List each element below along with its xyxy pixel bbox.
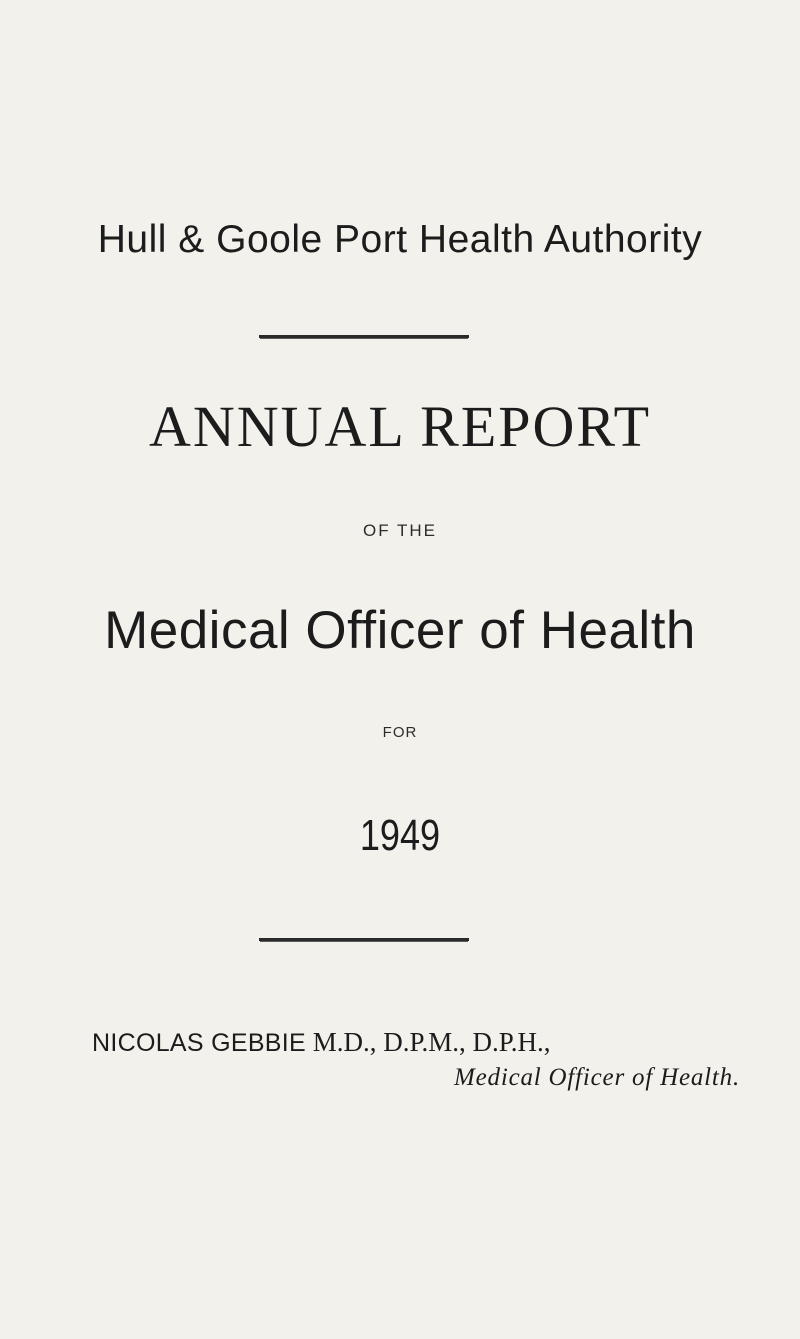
authority-heading: Hull & Goole Port Health Authority <box>97 218 703 261</box>
report-title: ANNUAL REPORT <box>148 394 652 459</box>
of-the-label: OF THE <box>362 521 438 540</box>
author-name: NICOLAS GEBBIE <box>92 1029 306 1057</box>
top-divider-rule <box>259 335 469 338</box>
report-year: 1949 <box>359 811 441 860</box>
report-subject: Medical Officer of Health <box>104 601 696 660</box>
bottom-divider-rule <box>259 938 469 941</box>
author-line <box>92 1027 551 1058</box>
author-qualifications: M.D., D.P.M., D.P.H., <box>312 1027 551 1057</box>
for-label: FOR <box>382 724 418 741</box>
author-title: Medical Officer of Health. <box>454 1064 741 1091</box>
